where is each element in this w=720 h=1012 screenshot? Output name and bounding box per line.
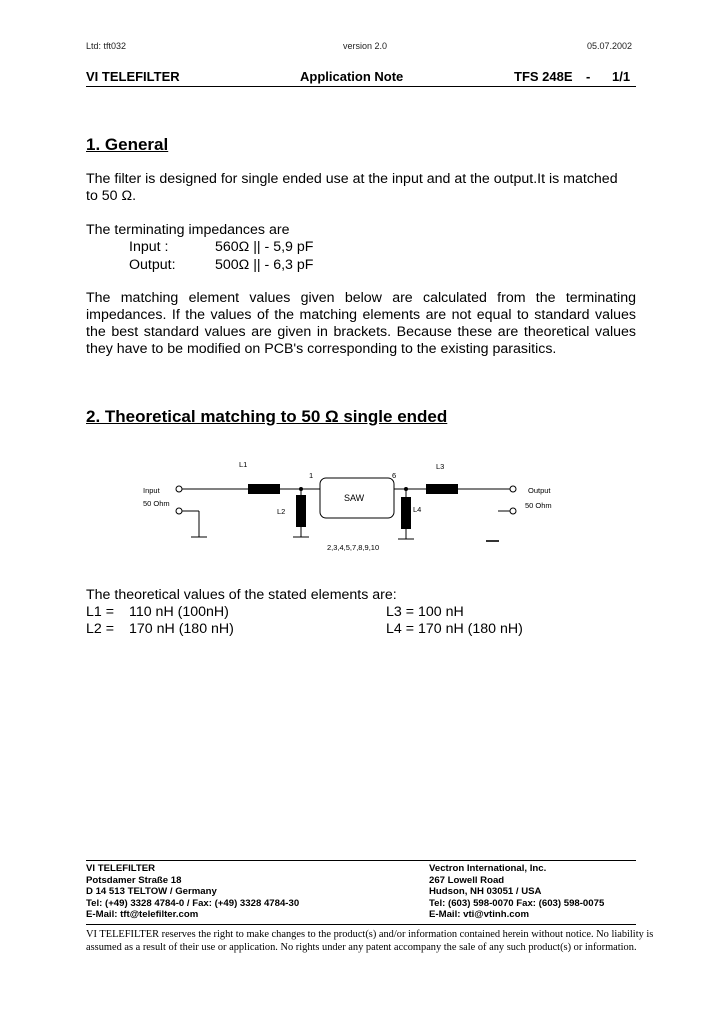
l1-label: L1 =: [86, 604, 115, 620]
disclaimer-line-2: assumed as a result of their use or application. No rights under any patent accompany the sale of any such product(s) or information.: [86, 941, 637, 953]
output-impedance-label: Output:: [129, 257, 176, 273]
input-impedance-label: Input :: [129, 239, 169, 255]
header-doc-id: TFS 248E: [514, 69, 573, 84]
header-page: 1/1: [612, 69, 631, 84]
output-terminal-ground: [510, 508, 516, 514]
l2-value: 170 nH (180 nH): [129, 621, 234, 637]
matching-paragraph: The matching element values given below are calculated from the terminating impedances. If the values of the matching elements are not equal to standard values the best standard values are given in brackets. Because these are theoretical values they have to be modified on PCB's corresponding to the existing parasitics.: [86, 290, 636, 357]
intro-line-2: to 50 Ω.: [86, 188, 137, 204]
schematic-input-label: Input: [143, 486, 160, 495]
schematic-saw-label: SAW: [344, 493, 365, 503]
section1-title: 1. General: [86, 135, 169, 154]
doc-date: 05.07.2002: [587, 41, 633, 51]
input-terminal-ground: [176, 508, 182, 514]
input-impedance-value: 560Ω || - 5,9 pF: [215, 239, 314, 255]
header-company: VI TELEFILTER: [86, 69, 180, 84]
footer-right-email: E-Mail: vti@vtinh.com: [429, 909, 529, 921]
schematic-pin-out: 6: [392, 471, 397, 480]
schematic-l3-label: L3: [436, 462, 445, 471]
values-heading: The theoretical values of the stated elements are:: [86, 587, 397, 603]
footer-right-phone: Tel: (603) 598-0070 Fax: (603) 598-0075: [429, 897, 605, 909]
output-terminal-signal: [510, 486, 516, 492]
input-terminal-signal: [176, 486, 182, 492]
header-rule: [86, 86, 636, 87]
doc-version: version 2.0: [343, 41, 388, 51]
schematic-output-ohm: 50 Ohm: [525, 501, 552, 510]
header-separator: -: [586, 69, 591, 84]
matching-schematic: [130, 455, 570, 560]
disclaimer-line-1: VI TELEFILTER reserves the right to make changes to the product(s) and/or information contained herein without notice. No liability is: [86, 929, 654, 940]
schematic-ground-pins: 2,3,4,5,7,8,9,10: [327, 543, 380, 552]
section2-title: 2. Theoretical matching to 50 Ω single ended: [86, 407, 448, 426]
footer-address-right: [429, 863, 604, 921]
footer-rule-bottom: [86, 924, 636, 925]
footer-right-city: Hudson, NH 03051 / USA: [429, 886, 542, 898]
l4-value: L4 = 170 nH (180 nH): [386, 621, 523, 637]
footer-address-left: [86, 863, 299, 921]
disclaimer: [86, 929, 653, 954]
header-doc-type: Application Note: [300, 69, 404, 84]
footer-left-city: D 14 513 TELTOW / Germany: [86, 886, 217, 898]
terminating-heading: The terminating impedances are: [86, 222, 290, 238]
l1-value: 110 nH (100nH): [129, 604, 229, 620]
schematic-input-ohm: 50 Ohm: [143, 499, 170, 508]
output-impedance-value: 500Ω || - 6,3 pF: [215, 257, 314, 273]
doc-reference: Ltd: tft032: [86, 41, 127, 51]
l2-label: L2 =: [86, 621, 115, 637]
l3-value: L3 = 100 nH: [386, 604, 464, 620]
footer-rule-top: [86, 860, 636, 861]
footer-left-street: Potsdamer Straße 18: [86, 874, 182, 886]
schematic-l2-label: L2: [277, 507, 286, 516]
footer-left-company: VI TELEFILTER: [86, 863, 156, 874]
inductor-l1: [248, 484, 280, 494]
schematic-output-label: Output: [528, 486, 551, 495]
footer-left-phone: Tel: (+49) 3328 4784-0 / Fax: (+49) 3328 4784-30: [86, 897, 300, 909]
footer-right-company: Vectron International, Inc.: [429, 863, 547, 874]
footer-right-street: 267 Lowell Road: [429, 874, 505, 886]
inductor-l4: [401, 497, 411, 529]
schematic-l1-label: L1: [239, 460, 248, 469]
schematic-pin-in: 1: [309, 471, 314, 480]
footer-left-email: E-Mail: tft@telefilter.com: [86, 909, 199, 921]
schematic-l4-label: L4: [413, 505, 422, 514]
inductor-l2: [296, 495, 306, 527]
inductor-l3: [426, 484, 458, 494]
intro-line-1: The filter is designed for single ended use at the input and at the output.It is matched: [86, 171, 618, 187]
